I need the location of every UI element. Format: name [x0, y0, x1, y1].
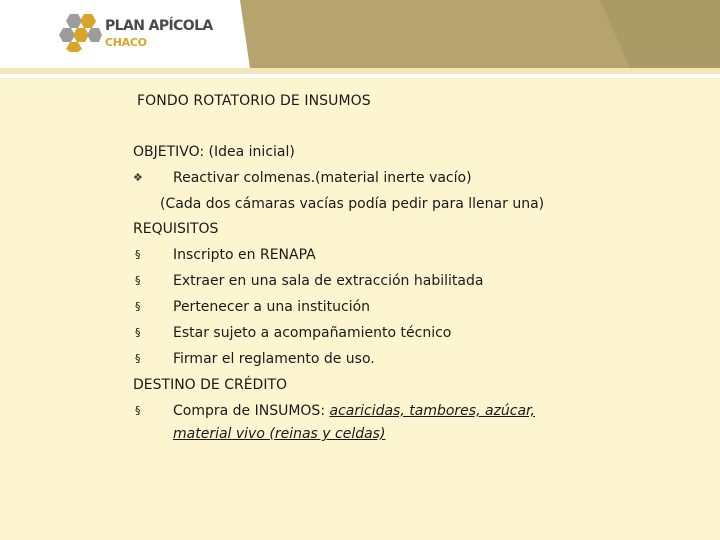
- destination-supplies-list: acaricidas, tambores, azúcar,: [329, 403, 535, 419]
- plan-apicola-logo: [58, 12, 213, 58]
- square-bullet-icon: §: [135, 274, 141, 287]
- honeycomb-icon: [58, 12, 102, 52]
- header-banner: [0, 0, 720, 78]
- destination-supplies-list-continued: material vivo (reinas y celdas): [173, 426, 386, 442]
- requirement-item: Pertenecer a una institución: [173, 299, 371, 315]
- requirement-item: Inscripto en RENAPA: [173, 247, 316, 263]
- objective-note: (Cada dos cámaras vacías podía pedir para llenar una): [160, 196, 545, 212]
- destination-prefix: Compra de INSUMOS:: [173, 403, 330, 419]
- requirement-item: Firmar el reglamento de uso.: [173, 351, 375, 367]
- logo-title: PLAN APÍCOLA: [105, 18, 213, 34]
- requirement-item: Estar sujeto a acompañamiento técnico: [173, 325, 452, 341]
- requirements-heading: REQUISITOS: [133, 221, 219, 237]
- diamond-bullet-icon: ❖: [133, 171, 143, 184]
- destination-heading: DESTINO DE CRÉDITO: [133, 377, 288, 393]
- objective-heading: OBJETIVO: (Idea inicial): [133, 144, 295, 160]
- square-bullet-icon: §: [135, 326, 141, 339]
- destination-item: [173, 402, 535, 420]
- square-bullet-icon: §: [135, 300, 141, 313]
- logo-subtitle: CHACO: [105, 36, 147, 49]
- objective-item: Reactivar colmenas.(material inerte vacío): [173, 170, 472, 186]
- requirement-item: Extraer en una sala de extracción habilitada: [173, 273, 484, 289]
- square-bullet-icon: §: [135, 404, 141, 417]
- destination-item-continuation: [173, 425, 385, 443]
- square-bullet-icon: §: [135, 248, 141, 261]
- page-title: FONDO ROTATORIO DE INSUMOS: [137, 93, 371, 109]
- square-bullet-icon: §: [135, 352, 141, 365]
